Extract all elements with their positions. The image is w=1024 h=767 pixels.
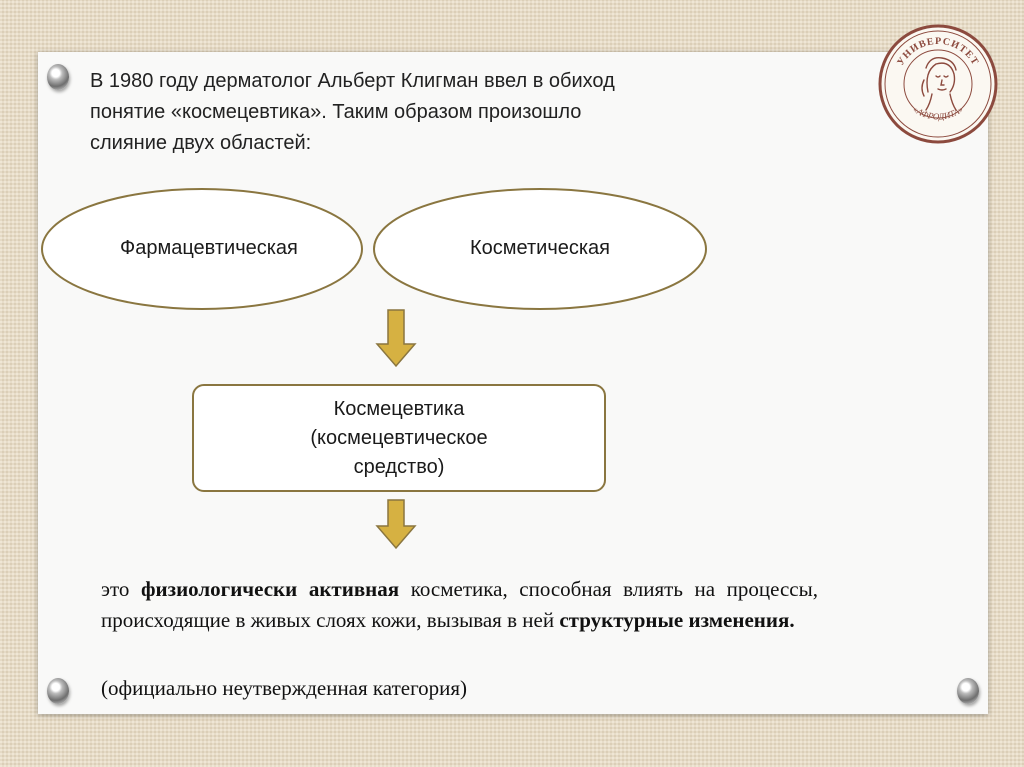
result-box: [192, 384, 606, 492]
svg-text:УНИВЕРСИТЕТ: УНИВЕРСИТЕТ: [895, 35, 981, 68]
intro-line: понятие «космецевтика». Таким образом произошло: [90, 101, 582, 123]
definition-bold-1: физиологически активная: [141, 577, 400, 601]
definition-middle: косметика, способная влиять на процессы, происходящие в живых слоях кожи, вызывая в ней: [101, 577, 818, 632]
right-ellipse-label: Косметическая: [470, 237, 610, 259]
result-line: (космецевтическое: [310, 426, 488, 449]
university-seal-logo: [876, 22, 1000, 146]
note-text: (официально неутвержденная категория): [101, 676, 468, 700]
intro-line: В 1980 году дерматолог Альберт Клигман ввел в обиход: [90, 70, 615, 92]
left-ellipse-label: Фармацевтическая: [120, 237, 298, 259]
result-line: средство): [353, 455, 445, 478]
definition-text: [101, 574, 818, 636]
down-arrow-icon: [377, 500, 415, 548]
definition-prefix: это: [101, 577, 141, 601]
slide-card: [38, 52, 988, 714]
svg-text:«АФРОДИТА»: «АФРОДИТА»: [911, 103, 965, 122]
result-line: Космецевтика: [333, 397, 465, 420]
down-arrow-icon: [377, 310, 415, 366]
definition-bold-2: структурные изменения.: [559, 608, 795, 632]
intro-line: слияние двух областей:: [90, 132, 312, 154]
